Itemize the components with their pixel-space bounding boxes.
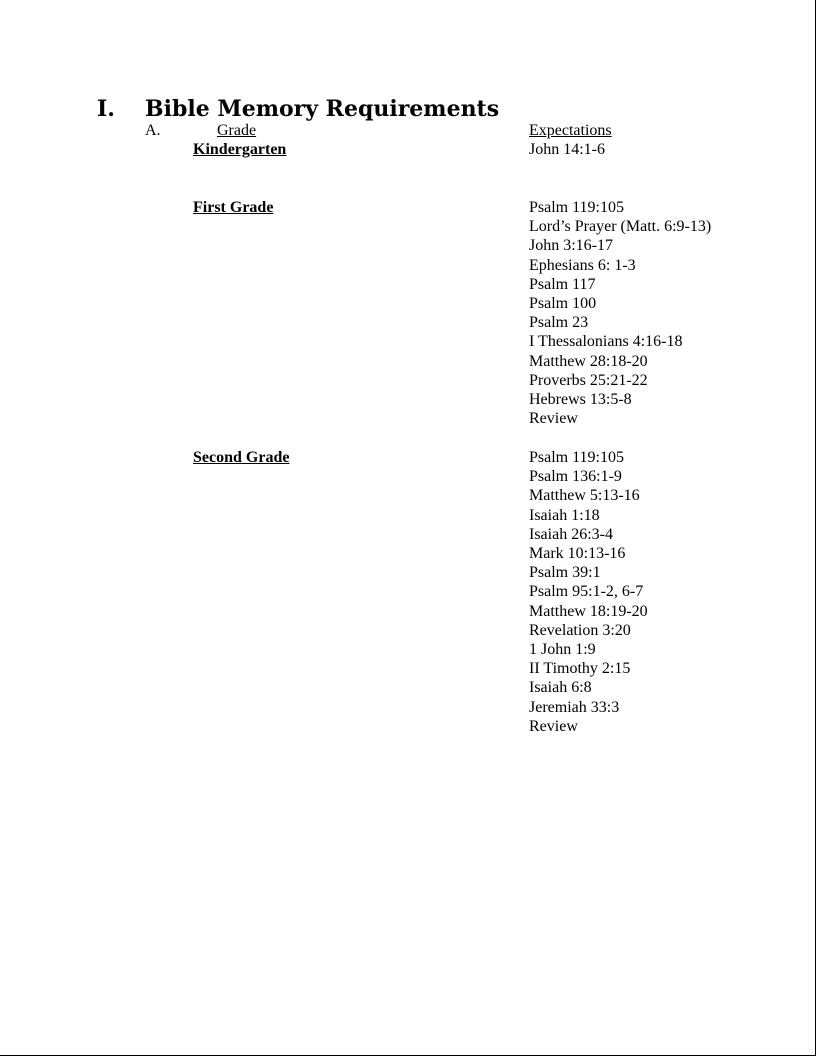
- subsection-letter: A.: [145, 122, 161, 139]
- verse-item: Hebrews 13:5-8: [529, 391, 632, 409]
- verse-item: Isaiah 26:3-4: [529, 525, 613, 543]
- verse-item: Review: [529, 410, 578, 428]
- verse-list-kindergarten: [529, 140, 605, 159]
- grade-label-second-grade: Second Grade: [193, 449, 290, 466]
- verse-item: Psalm 39:1: [529, 564, 601, 582]
- verse-item: Mark 10:13-16: [529, 545, 626, 563]
- verse-item: Jeremiah 33:3: [529, 698, 620, 716]
- verse-item: Isaiah 1:18: [529, 506, 600, 524]
- verse-item: Psalm 95:1-2, 6-7: [529, 583, 644, 601]
- verse-item: Psalm 119:105: [529, 199, 624, 216]
- grade-column-header: Grade: [217, 122, 257, 139]
- verse-item: Matthew 5:13-16: [529, 487, 640, 505]
- verse-item: Isaiah 6:8: [529, 679, 592, 697]
- verse-list-second-grade: [529, 448, 648, 736]
- verse-item: Psalm 119:105: [529, 449, 624, 466]
- verse-item: Proverbs 25:21-22: [529, 371, 648, 389]
- verse-item: Matthew 18:19-20: [529, 602, 648, 620]
- section-number: I.: [97, 96, 115, 122]
- verse-item: Lord’s Prayer (Matt. 6:9-13): [529, 218, 712, 236]
- verse-item: John 3:16-17: [529, 237, 613, 255]
- verse-item: I Thessalonians 4:16-18: [529, 333, 683, 351]
- grade-label-kindergarten: Kindergarten: [193, 141, 287, 158]
- verse-list-first-grade: [529, 198, 711, 428]
- verse-item: Psalm 23: [529, 314, 589, 332]
- verse-item: Review: [529, 717, 578, 735]
- verse-item: Psalm 100: [529, 295, 597, 313]
- verse-item: Matthew 28:18-20: [529, 352, 648, 370]
- section-title: Bible Memory Requirements: [145, 96, 500, 122]
- verse-item: Ephesians 6: 1-3: [529, 256, 636, 274]
- grade-label-first-grade: First Grade: [193, 199, 274, 216]
- verse-item: 1 John 1:9: [529, 641, 596, 659]
- expectations-column-header: Expectations: [529, 122, 612, 139]
- verse-item: II Timothy 2:15: [529, 660, 631, 678]
- verse-item: John 14:1-6: [529, 141, 605, 158]
- verse-item: Psalm 117: [529, 275, 596, 293]
- verse-item: Revelation 3:20: [529, 621, 631, 639]
- verse-item: Psalm 136:1-9: [529, 468, 622, 486]
